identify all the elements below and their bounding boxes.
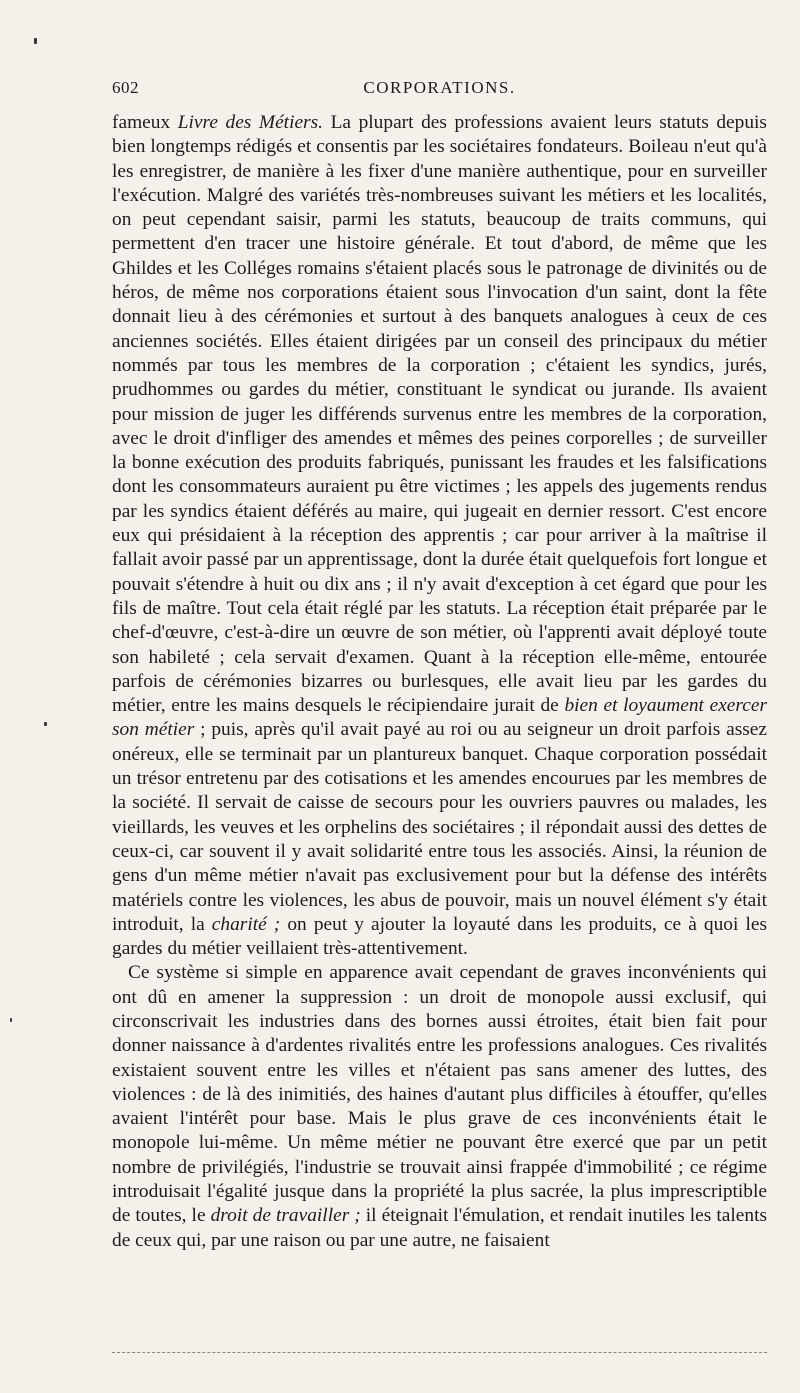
page-header xyxy=(112,74,767,104)
paragraph-text: Ce système si simple en apparence avait cependant de graves inconvénients qui ont dû en amener la suppression : un droit de monopole aussi exclusif, qui circonscrivait les industries dans des bornes aussi étroites, était bien fait pour donner naissance à d'ardentes rivalités entre les professions analogues. Ces rivalités existaient souvent entre les villes et n'étaient pas sans amener des luttes, des violences : de là des inimitiés, des haines d'autant plus difficiles à étouffer, qu'elles avaient l'intérêt pour base. Mais le plus grave de ces inconvénients était le monopole lui-même. Un même métier ne pouvant être exercé que par un petit nombre de privilégiés, l'industrie se trouvait ainsi frappée d'immobilité ; ce régime introduisait l'égalité jusque dans la propriété la plus sacrée, la plus imprescriptible de toutes, le xyxy=(112,962,767,1227)
italic-title: Livre des Métiers. xyxy=(177,112,323,133)
running-title: CORPORATIONS. xyxy=(363,78,516,97)
paragraph-text: ; puis, après qu'il avait payé au roi ou au seigneur un droit parfois assez onéreux, elle se terminait par un plantureux banquet. Chaque corporation possédait un trésor entretenu par des cotisations et les amendes encourues par les membres de la société. Il servait de caisse de secours pour les ouvriers pauvres ou malades, les vieillards, les veuves et les orphelins des sociétaires ; il répondait aussi des dettes de ceux-ci, car souvent il y avait solidarité entre tous les associés. Ainsi, la réunion de gens d'un même métier n'avait pas exclusivement pour but la défense des intérêts matériels contre les violences, les abus de pouvoir, mais un nouvel élément s'y était introduit, la xyxy=(112,719,767,935)
paragraph-text: il éteignait l'émulation, et rendait inutiles les talents de ceux qui, par une raison ou par une autre, ne faisaient xyxy=(112,1205,767,1251)
page-number: 602 xyxy=(112,78,139,97)
margin-speck xyxy=(34,38,37,44)
margin-speck xyxy=(44,722,47,726)
paragraph xyxy=(112,961,767,1253)
paragraph xyxy=(112,111,767,961)
paragraph-text: on peut y ajouter la loyauté dans les produits, ce à quoi les gardes du métier veillaient très-attentivement. xyxy=(112,913,768,960)
page-body xyxy=(112,111,767,1253)
italic-phrase: droit de travailler ; xyxy=(210,1205,361,1227)
paragraph-text: La plupart des professions avaient leurs statuts depuis bien longtemps rédigés et consentis par les sociétaires fondateurs. Boileau n'eut qu'à les enregistrer, de manière à les fixer d'une manière authentique, pour en surveiller l'exécution. Malgré des variétés très-nombreuses suivant les métiers et les localités, on peut cependant saisir, parmi les statuts, beaucoup de traits communs, qui permettent d'en tracer une histoire générale. Et tout d'abord, de même que les Ghildes et les Colléges romains s'étaient placés sous le patronage de divinités ou de héros, de même nos corporations étaient sous l'invocation d'un saint, dont la fête donnait lieu à des cérémonies et surtout à des banquets analogues à ceux de ces anciennes sociétés. Elles étaient dirigées par un conseil des principaux du métier nommés par tous les membres de la corporation ; c'étaient les syndics, jurés, prudhommes ou gardes du métier, constituant le syndicat ou jurande. Ils avaient pour mission de juger les différends survenus entre les membres de la corporation, avec le droit d'infliger des amendes et mêmes des peines corporelles ; de surveiller la bonne exécution des produits fabriqués, punissant les fraudes et les falsifications dont les consommateurs auraient pu être victimes ; les appels des jugements rendus par les syndics étaient déférés au maire, qui jugeait en dernier ressort. C'est encore eux qui présidaient à la réception des apprentis ; car pour arriver à la maîtrise il fallait avoir passé par un apprentissage, dont la durée était quelquefois fort longue et pouvait s'étendre à huit ou dix ans ; il n'y avait d'exception à cet égard que pour les fils de maître. Tout cela était réglé par les statuts. La réception était préparée par le chef-d'œuvre, c'est-à-dire un œuvre de son métier, où l'apprenti avait déployé toute son habileté ; cela servait d'examen. Quant à la réception elle-même, entourée parfois de cérémonies bizarres ou burlesques, elle avait lieu par les gardes du métier, entre les mains desquels le récipiendaire jurait de xyxy=(112,112,767,717)
italic-phrase: bien et loyaument exercer son métier xyxy=(112,695,768,741)
italic-phrase: charité ; xyxy=(211,913,281,935)
paragraph-text: fameux xyxy=(112,112,178,133)
margin-speck xyxy=(10,1018,12,1022)
footer-rule xyxy=(112,1352,767,1353)
